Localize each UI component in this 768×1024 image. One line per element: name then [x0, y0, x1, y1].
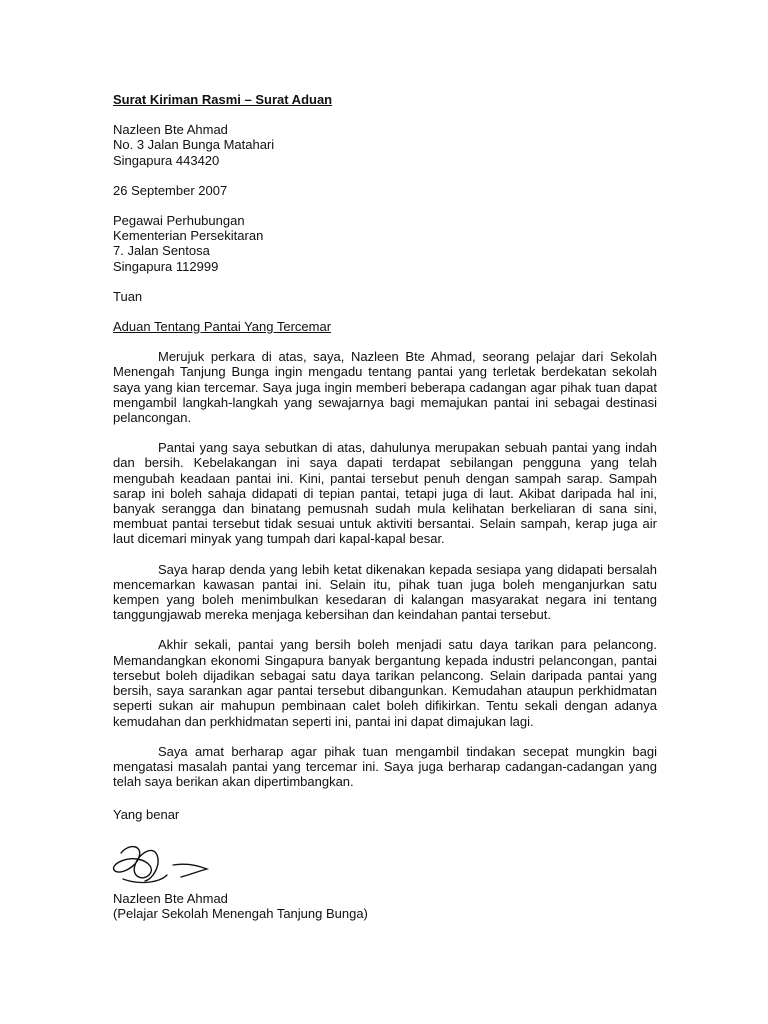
body-paragraph-3: Saya harap denda yang lebih ketat dikenakan kepada sesiapa yang didapati bersalah mencemarkan kawasan pantai ini. Selain itu, pihak tuan juga boleh menganjurkan satu kempen yang boleh menimbulkan kesedaran di kalangan masyarakat negara ini tentang tanggungjawab mereka menjaga kebersihan dan keindahan pantai tersebut. — [113, 561, 657, 623]
body-paragraph-5: Saya amat berharap agar pihak tuan mengambil tindakan secepat mungkin bagi mengatasi masalah pantai yang tercemar ini. Saya juga berharap cadangan-cadangan yang telah saya berikan akan dipertimbangkan. — [113, 743, 657, 790]
sender-address — [113, 122, 657, 168]
salutation: Tuan — [113, 288, 143, 304]
body-paragraph-1: Merujuk perkara di atas, saya, Nazleen Bte Ahmad, seorang pelajar dari Sekolah Menengah Tanjung Bunga ingin mengadu tentang pantai yang terletak berdekatan sekolah saya yang kian tercemar. Saya juga ingin memberi beberapa cadangan agar pihak tuan dapat mengambil langkah-langkah yang sewajarnya bagi memajukan pantai ini sebagai destinasi pelancongan. — [113, 349, 657, 426]
recipient-title: Pegawai Perhubungan — [113, 213, 245, 229]
sender-name: Nazleen Bte Ahmad — [113, 122, 228, 138]
signature-icon — [109, 835, 219, 887]
signatory-block — [113, 891, 657, 921]
recipient-address — [113, 213, 657, 274]
letter-body — [113, 92, 657, 921]
letter-date: 26 September 2007 — [113, 182, 228, 198]
document-title: Surat Kiriman Rasmi – Surat Aduan — [113, 92, 333, 107]
letter-subject: Aduan Tentang Pantai Yang Tercemar — [113, 319, 332, 335]
sender-address-line1: No. 3 Jalan Bunga Matahari — [113, 137, 275, 153]
recipient-city: Singapura 112999 — [113, 258, 219, 274]
recipient-street: 7. Jalan Sentosa — [113, 243, 210, 259]
body-paragraph-2: Pantai yang saya sebutkan di atas, dahulunya merupakan sebuah pantai yang indah dan bersih. Kebelakangan ini saya dapati terdapat sebilangan pengguna yang telah mengubah keadaan pantai ini. Kini, pantai tersebut penuh dengan sampah sarap. Sampah sarap ini boleh sahaja didapati di tepian pantai, tetapi juga di laut. Akibat daripada hal ini, banyak serangga dan binatang pemusnah sudah mula kelihatan berkeliaran di sana sini, membuat pantai tersebut tidak sesuai untuk aktiviti bersantai. Selain sampah, kerap juga air laut dicemari minyak yang tumpah dari kapal-kapal besar. — [113, 440, 657, 547]
signatory-name: Nazleen Bte Ahmad — [113, 890, 228, 906]
closing-phrase: Yang benar — [113, 807, 180, 823]
signatory-role: (Pelajar Sekolah Menengah Tanjung Bunga) — [113, 905, 368, 921]
sender-address-line2: Singapura 443420 — [113, 152, 220, 168]
body-paragraph-4: Akhir sekali, pantai yang bersih boleh menjadi satu daya tarikan para pelancong. Memandangkan ekonomi Singapura banyak bergantung kepada industri pelancongan, pantai tersebut boleh dijadikan sebagai satu daya tarikan pelancong. Selain daripada pantai yang bersih, saya sarankan agar pantai tersebut dibangunkan. Kemudahan ataupun perkhidmatan seperti sukan air mahupun pembinaan calet boleh difikirkan. Tentu sekali dengan adanya kemudahan dan perkhidmatan seperti ini, pantai ini dapat dimajukan lagi. — [113, 637, 657, 729]
recipient-office: Kementerian Persekitaran — [113, 228, 264, 244]
